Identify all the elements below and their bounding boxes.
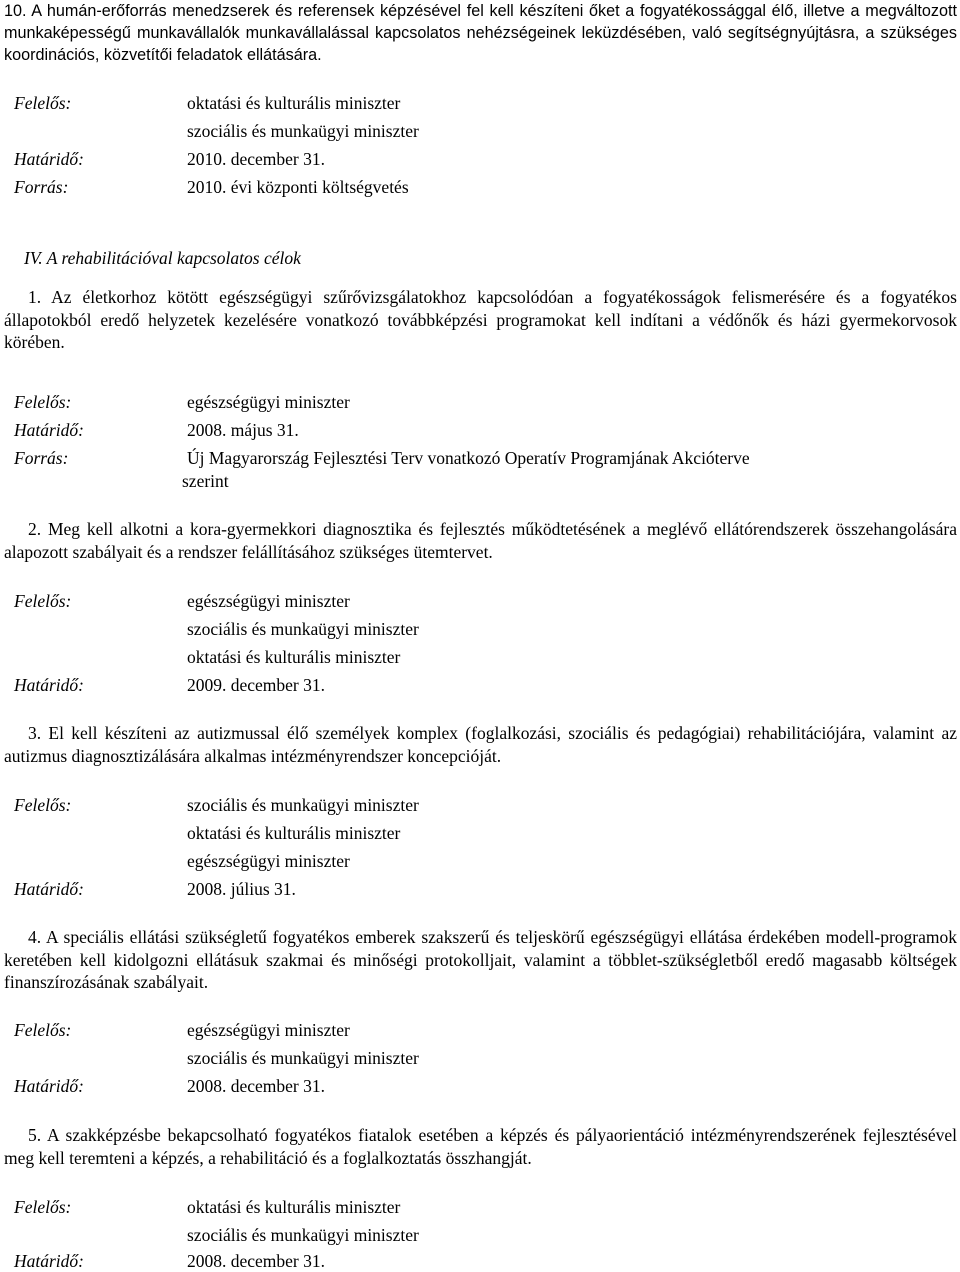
responsible-value: oktatási és kulturális miniszter (187, 647, 401, 667)
responsible-value: szociális és munkaügyi miniszter (187, 1048, 419, 1068)
deadline-label: Határidő: (14, 1251, 84, 1271)
source-label: Forrás: (14, 448, 69, 468)
responsible-value: egészségügyi miniszter (187, 1020, 350, 1040)
responsible-value: egészségügyi miniszter (187, 591, 350, 611)
source-label: Forrás: (14, 177, 69, 197)
source-value: Új Magyarország Fejlesztési Terv vonatkozó Operatív Programjának Akcióterve (187, 448, 750, 468)
responsible-label: Felelős: (14, 1020, 72, 1040)
responsible-value: szociális és munkaügyi miniszter (187, 795, 419, 815)
deadline-label: Határidő: (14, 149, 84, 169)
item-paragraph (4, 1124, 957, 1169)
deadline-label: Határidő: (14, 675, 84, 695)
deadline-value: 2008. május 31. (187, 420, 299, 440)
item-paragraph (4, 926, 957, 994)
item-text: 5. A szakképzésbe bekapcsolható fogyatékos fiatalok esetében a képzés és pályaorientáció intézményrendszerének fejlesztésével meg kell teremteni a képzés, a rehabilitáció és a foglalkoztatás összhangját. (4, 1125, 957, 1168)
responsible-label: Felelős: (14, 591, 72, 611)
responsible-value: szociális és munkaügyi miniszter (187, 121, 419, 141)
deadline-value: 2009. december 31. (187, 675, 326, 695)
responsible-label: Felelős: (14, 392, 72, 412)
deadline-value: 2008. december 31. (187, 1076, 326, 1096)
item-paragraph (4, 722, 957, 767)
deadline-label: Határidő: (14, 1076, 84, 1096)
responsible-label: Felelős: (14, 795, 72, 815)
deadline-label: Határidő: (14, 879, 84, 899)
intro-paragraph: 10. A humán-erőforrás menedzserek és referensek képzésével fel kell készíteni őket a fogyatékossággal élő, illetve a megváltozott munkaképességű munkavállalók munkavállalással kapcsolatos nehézségeinek leküzdésében, való segítségnyújtásra, a szükséges koordinációs, közvetítői feladatok ellátására. (4, 2, 957, 64)
deadline-value: 2010. december 31. (187, 149, 326, 169)
source-value-cont: szerint (182, 471, 229, 491)
section-heading: IV. A rehabilitációval kapcsolatos célok (24, 248, 301, 268)
item-text: 3. El kell készíteni az autizmussal élő személyek komplex (foglalkozási, szociális és pedagógiai) rehabilitációjára, valamint az autizmus diagnosztizálására alkalmas intézményrendszer koncepcióját. (4, 723, 957, 766)
responsible-value: oktatási és kulturális miniszter (187, 823, 401, 843)
item-paragraph (4, 518, 957, 563)
source-value: 2010. évi központi költségvetés (187, 177, 409, 197)
deadline-value: 2008. december 31. (187, 1251, 326, 1271)
responsible-value: szociális és munkaügyi miniszter (187, 1225, 419, 1245)
responsible-value: egészségügyi miniszter (187, 851, 350, 871)
deadline-label: Határidő: (14, 420, 84, 440)
item-text: 1. Az életkorhoz kötött egészségügyi szűrővizsgálatokhoz kapcsolódóan a fogyatékosságok felismerésére és a fogyatékos állapotokból eredő helyzetek kezelésére vonatkozó továbbképzési programokat kell indítani a védőnők és házi gyermekorvosok körében. (4, 287, 957, 352)
responsible-value: oktatási és kulturális miniszter (187, 93, 401, 113)
item-paragraph (4, 286, 957, 354)
responsible-value: szociális és munkaügyi miniszter (187, 619, 419, 639)
item-text: 4. A speciális ellátási szükségletű fogyatékos emberek szakszerű és teljeskörű egészségügyi ellátása érdekében modell-programok keretében kell kidolgozni ellátásuk szakmai és minőségi protokolljait, valamint a többlet-szükségletből eredő magasabb költségek finanszírozásának szabályait. (4, 927, 957, 992)
responsible-value: egészségügyi miniszter (187, 392, 350, 412)
responsible-label: Felelős: (14, 93, 72, 113)
deadline-value: 2008. július 31. (187, 879, 296, 899)
responsible-label: Felelős: (14, 1197, 72, 1217)
responsible-value: oktatási és kulturális miniszter (187, 1197, 401, 1217)
item-text: 2. Meg kell alkotni a kora-gyermekkori diagnosztika és fejlesztés működtetésének a meglévő ellátórendszerek összehangolására alapozott szabályait és a rendszer felállításához szükséges ütemtervet. (4, 519, 957, 562)
